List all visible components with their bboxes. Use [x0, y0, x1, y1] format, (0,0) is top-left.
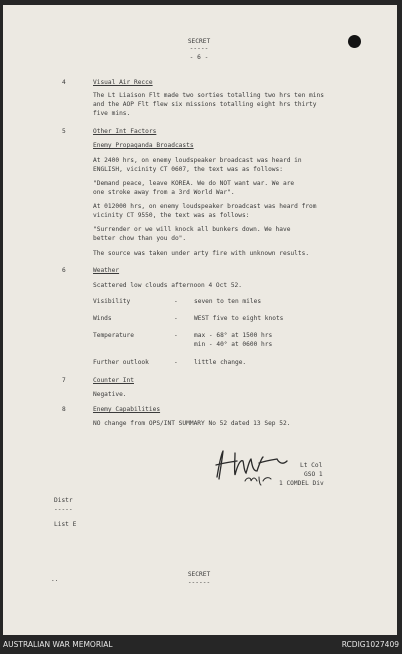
- section-number-4: 4: [62, 79, 66, 86]
- corner-marks: ..: [51, 576, 59, 583]
- subsection-title-propaganda: Enemy Propaganda Broadcasts: [93, 142, 194, 149]
- weather-dash: -: [174, 298, 178, 305]
- distribution-list: List E: [54, 521, 77, 528]
- quote-line: "Surrender or we will knock all bunkers down. We have: [93, 226, 291, 233]
- section-number-5: 5: [62, 128, 66, 135]
- signatory-rank: Lt Col: [300, 462, 323, 469]
- paragraph-line: ENGLISH, vicinity CT 0607, the text was as follows:: [93, 166, 283, 173]
- weather-value-visibility: seven to ten miles: [194, 298, 262, 305]
- weather-value-temp-min: min - 40° at 0600 hrs: [194, 341, 273, 348]
- section-title-enemy-capabilities: Enemy Capabilities: [93, 406, 161, 413]
- section-4-line: five mins.: [93, 110, 131, 117]
- section-title-counter-int: Counter Int: [93, 377, 134, 384]
- counter-int-text: Negative.: [93, 391, 127, 398]
- section-4-line: and the AOP Flt flew six missions totalling eight hrs thirty: [93, 101, 317, 108]
- archive-footer-bar: [0, 637, 402, 654]
- archive-record-id: RCDIG1027409: [341, 640, 399, 649]
- weather-label-temperature: Temperature: [93, 332, 134, 339]
- paragraph-line: At 012000 hrs, on enemy loudspeaker broadcast was heard from: [93, 203, 317, 210]
- signatory-formation: 1 COMDEL Div: [279, 480, 324, 487]
- paragraph-line: The source was taken under arty fire with unknown results.: [93, 250, 310, 257]
- paragraph-line: vicinity CT 9550, the text was as follows:: [93, 212, 250, 219]
- classification-footer: SECRET: [187, 571, 211, 578]
- punch-hole: [348, 35, 361, 48]
- weather-value-outlook: little change.: [194, 359, 247, 366]
- document-page: [3, 5, 397, 635]
- distribution-underline: -----: [54, 506, 73, 513]
- weather-value-winds: WEST five to eight knots: [194, 315, 284, 322]
- weather-label-visibility: Visibility: [93, 298, 131, 305]
- weather-label-winds: Winds: [93, 315, 112, 322]
- section-number-6: 6: [62, 267, 66, 274]
- signatory-appointment: GSO 1: [304, 471, 323, 478]
- section-number-7: 7: [62, 377, 66, 384]
- weather-intro: Scattered low clouds afternoon 4 Oct 52.: [93, 282, 243, 289]
- distribution-label: Distr: [54, 497, 73, 504]
- weather-dash: -: [174, 359, 178, 366]
- weather-dash: -: [174, 315, 178, 322]
- paragraph-line: At 2400 hrs, on enemy loudspeaker broadcast was heard in: [93, 157, 302, 164]
- section-4-line: The Lt Liaison Flt made two sorties totalling two hrs ten mins: [93, 92, 324, 99]
- section-title-visual-air-recce: Visual Air Recce: [93, 79, 153, 86]
- header-underline: -----: [189, 45, 209, 52]
- section-number-8: 8: [62, 406, 66, 413]
- weather-label-outlook: Further outlook: [93, 359, 149, 366]
- quote-line: "Demand peace, leave KOREA. We do NOT want war. We are: [93, 180, 295, 187]
- section-title-other-int-factors: Other Int Factors: [93, 128, 157, 135]
- section-title-weather: Weather: [93, 267, 120, 274]
- page-number: - 6 -: [189, 54, 209, 61]
- weather-value-temp-max: max - 68° at 1500 hrs: [194, 332, 273, 339]
- enemy-capabilities-text: NO change from OPS/INT SUMMARY No 52 dated 13 Sep 52.: [93, 420, 291, 427]
- classification-header: SECRET: [187, 38, 211, 45]
- quote-line: one stroke away from a 3rd World War".: [93, 189, 235, 196]
- quote-line: better chow than you do".: [93, 235, 187, 242]
- weather-dash: -: [174, 332, 178, 339]
- archive-name: AUSTRALIAN WAR MEMORIAL: [3, 640, 113, 649]
- footer-underline: ------: [187, 579, 211, 586]
